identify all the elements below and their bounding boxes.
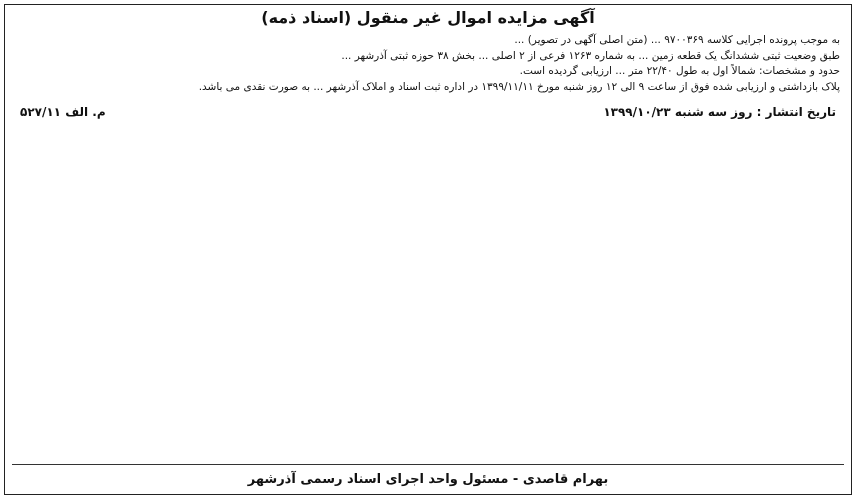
notice-title: آگهی مزایده اموال غیر منقول (اسناد ذمه) <box>261 8 595 27</box>
publish-date: تاریخ انتشار : روز سه شنبه ۱۳۹۹/۱۰/۲۳ <box>603 105 836 119</box>
signature-line: بهرام قاصدی - مسئول واحد اجرای اسناد رسمی آذرشهر <box>247 472 609 487</box>
notice-paragraph: به موجب پرونده اجرایی کلاسه ۹۷۰۰۳۶۹ ... (متن اصلی آگهی در تصویر) ... <box>514 34 840 46</box>
divider <box>12 464 844 465</box>
notice-paragraph: حدود و مشخصات: شمالاً اول به طول ۲۲/۴۰ متر ... ارزیابی گردیده است. <box>519 65 840 77</box>
notice-paragraph: پلاک بازداشتی و ارزیابی شده فوق از ساعت ۹ الی ۱۲ روز شنبه مورخ ۱۳۹۹/۱۱/۱۱ در اداره ثبت اسناد و املاک آذرشهر ... به صورت نقدی می باشد. <box>198 80 840 93</box>
notice-paragraph: طبق وضعیت ثبتی ششدانگ یک قطعه زمین ... به شماره ۱۲۶۳ فرعی از ۲ اصلی ... بخش ۳۸ حوزه ثبتی آذرشهر ... <box>341 49 840 62</box>
reference-code: م. الف ۵۲۷/۱۱ <box>20 105 106 119</box>
notice-border <box>4 4 852 495</box>
